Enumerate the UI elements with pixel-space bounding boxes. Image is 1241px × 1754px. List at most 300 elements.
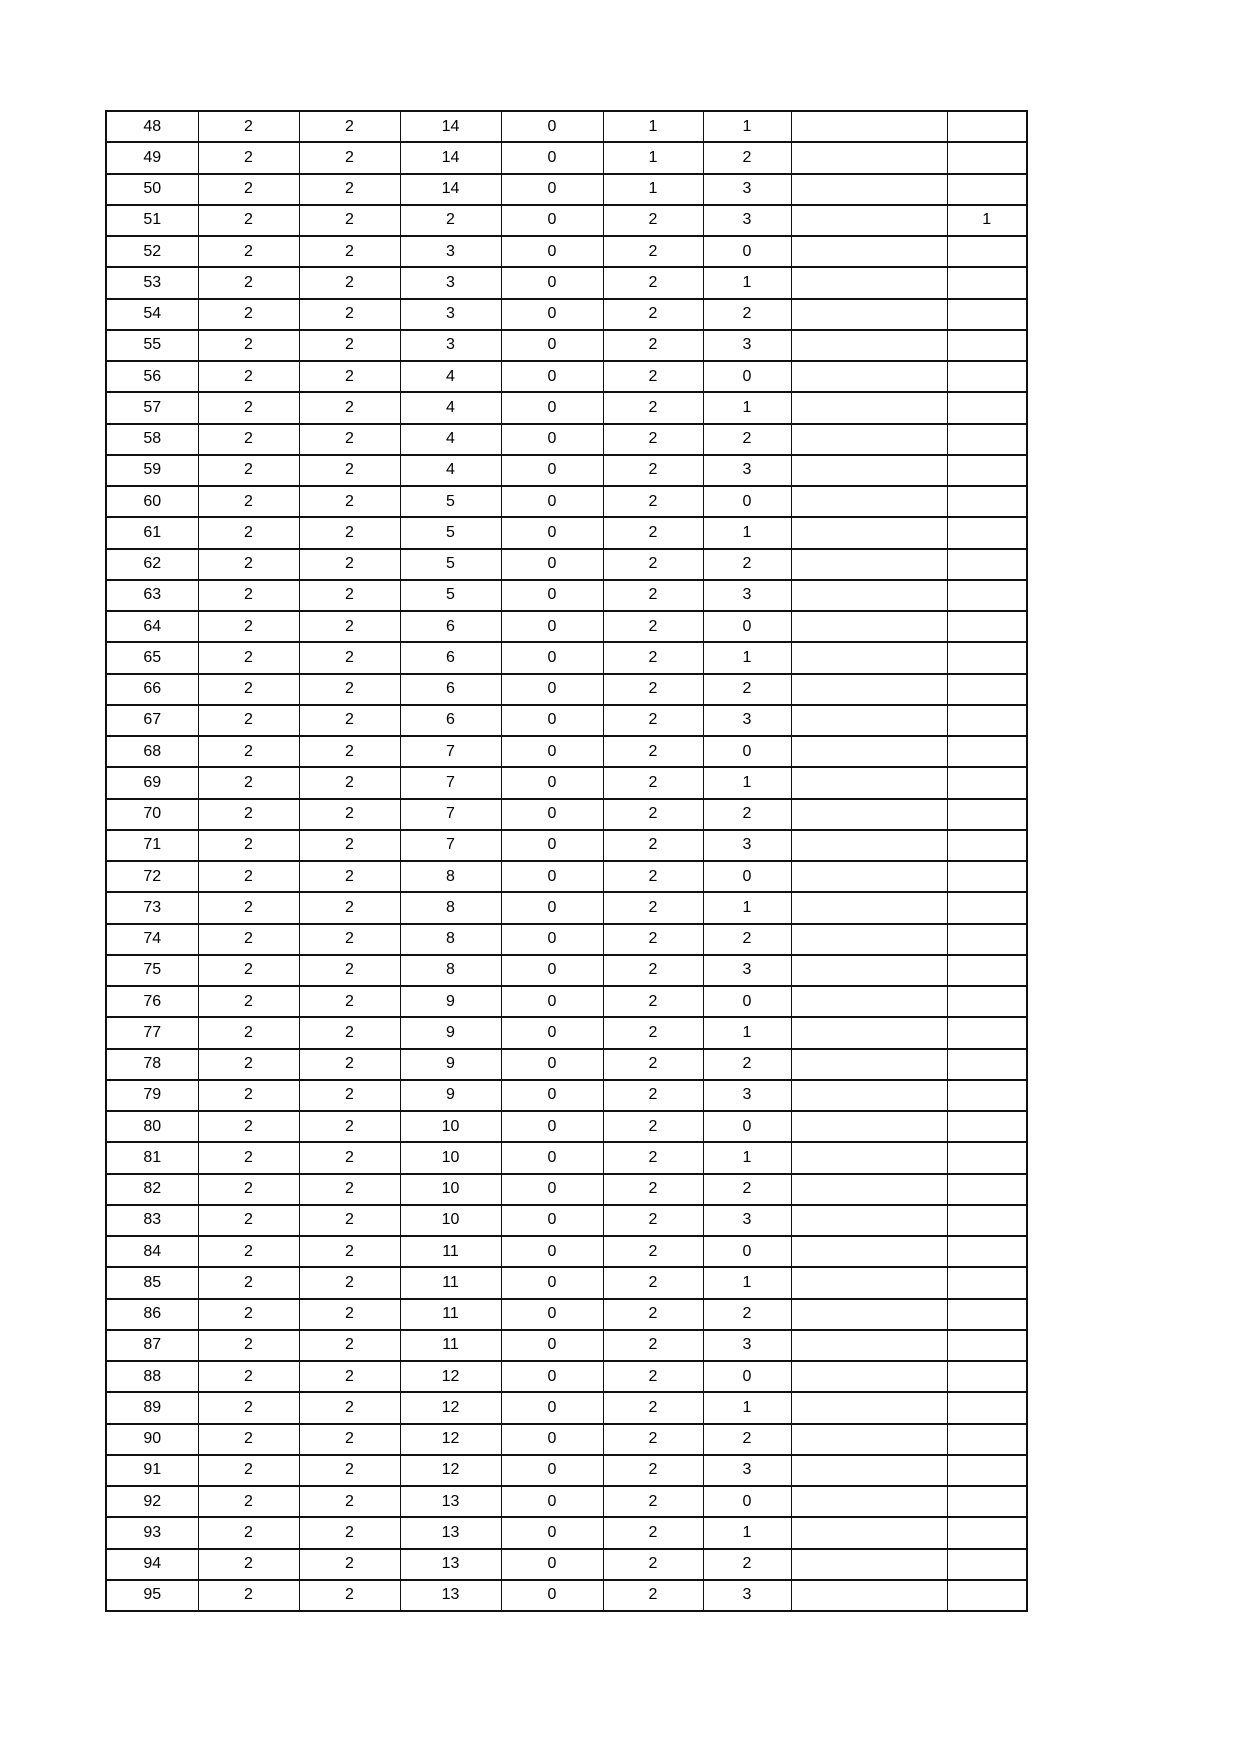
table-cell: 2	[603, 924, 703, 955]
table-cell: 95	[106, 1580, 198, 1611]
table-cell: 2	[198, 392, 299, 423]
table-row	[106, 1330, 1027, 1361]
table-cell: 2	[299, 549, 400, 580]
table-cell: 2	[198, 1236, 299, 1267]
table-cell: 1	[703, 267, 791, 298]
table-cell: 59	[106, 455, 198, 486]
table-cell: 2	[299, 1017, 400, 1048]
table-cell: 2	[299, 486, 400, 517]
table-cell: 0	[501, 986, 603, 1017]
table-cell	[791, 736, 947, 767]
table-cell: 0	[501, 611, 603, 642]
table-cell	[791, 1549, 947, 1580]
table-cell: 9	[400, 1017, 501, 1048]
table-cell: 2	[198, 1392, 299, 1423]
table-cell: 2	[603, 799, 703, 830]
table-cell: 49	[106, 142, 198, 173]
table-cell	[791, 1174, 947, 1205]
table-cell	[791, 1017, 947, 1048]
table-cell: 71	[106, 830, 198, 861]
table-row	[106, 517, 1027, 548]
table-row	[106, 1267, 1027, 1298]
table-cell: 1	[703, 111, 791, 142]
table-cell: 1	[703, 517, 791, 548]
table-cell: 0	[501, 111, 603, 142]
table-cell: 2	[198, 1142, 299, 1173]
table-row	[106, 1017, 1027, 1048]
table-cell	[947, 424, 1027, 455]
table-cell: 8	[400, 924, 501, 955]
table-row	[106, 1049, 1027, 1080]
table-cell: 77	[106, 1017, 198, 1048]
table-cell: 64	[106, 611, 198, 642]
table-cell: 2	[198, 299, 299, 330]
table-cell: 8	[400, 892, 501, 923]
table-body	[106, 111, 1027, 1611]
table-cell: 2	[299, 392, 400, 423]
table-cell: 2	[603, 580, 703, 611]
table-cell: 2	[299, 1142, 400, 1173]
table-cell: 0	[501, 674, 603, 705]
table-cell	[947, 736, 1027, 767]
table-cell: 3	[703, 830, 791, 861]
table-cell: 2	[299, 642, 400, 673]
table-cell: 2	[400, 205, 501, 236]
table-cell: 2	[603, 736, 703, 767]
table-cell	[947, 392, 1027, 423]
table-cell: 4	[400, 392, 501, 423]
table-row	[106, 1205, 1027, 1236]
data-table	[105, 110, 1028, 1612]
table-cell	[791, 1361, 947, 1392]
table-cell: 0	[501, 1424, 603, 1455]
table-cell: 4	[400, 424, 501, 455]
table-cell: 2	[198, 705, 299, 736]
table-cell: 0	[501, 642, 603, 673]
table-cell: 2	[703, 424, 791, 455]
table-cell: 2	[299, 424, 400, 455]
table-cell: 2	[603, 1017, 703, 1048]
table-row	[106, 455, 1027, 486]
table-cell: 2	[603, 1580, 703, 1611]
table-row	[106, 111, 1027, 142]
table-cell: 2	[299, 267, 400, 298]
table-cell: 0	[501, 1455, 603, 1486]
table-cell: 0	[501, 549, 603, 580]
table-cell: 0	[501, 205, 603, 236]
table-cell: 0	[501, 1392, 603, 1423]
table-cell: 1	[703, 1017, 791, 1048]
table-cell: 72	[106, 861, 198, 892]
table-row	[106, 299, 1027, 330]
table-row	[106, 1549, 1027, 1580]
table-cell: 61	[106, 517, 198, 548]
table-cell: 3	[703, 1580, 791, 1611]
table-cell	[791, 142, 947, 173]
table-cell: 91	[106, 1455, 198, 1486]
table-row	[106, 142, 1027, 173]
table-cell: 66	[106, 674, 198, 705]
table-cell: 90	[106, 1424, 198, 1455]
table-row	[106, 736, 1027, 767]
table-cell: 9	[400, 1049, 501, 1080]
table-cell: 0	[501, 236, 603, 267]
table-cell	[791, 955, 947, 986]
table-cell: 4	[400, 455, 501, 486]
table-cell: 2	[603, 1486, 703, 1517]
table-cell: 3	[400, 299, 501, 330]
table-cell: 3	[703, 1330, 791, 1361]
table-cell: 62	[106, 549, 198, 580]
table-cell: 2	[299, 1049, 400, 1080]
table-cell: 2	[299, 580, 400, 611]
table-cell: 2	[603, 1205, 703, 1236]
table-cell: 13	[400, 1517, 501, 1548]
table-cell	[791, 986, 947, 1017]
table-cell: 1	[703, 1517, 791, 1548]
table-cell: 2	[299, 1236, 400, 1267]
table-cell: 2	[603, 1517, 703, 1548]
table-cell: 0	[703, 1236, 791, 1267]
table-row	[106, 830, 1027, 861]
table-cell: 2	[299, 236, 400, 267]
table-cell: 0	[501, 486, 603, 517]
table-cell	[947, 1299, 1027, 1330]
table-cell: 11	[400, 1267, 501, 1298]
table-cell: 94	[106, 1549, 198, 1580]
table-cell: 2	[703, 1299, 791, 1330]
table-cell	[947, 455, 1027, 486]
table-cell: 2	[299, 611, 400, 642]
table-cell: 2	[299, 1205, 400, 1236]
table-cell: 2	[299, 1080, 400, 1111]
table-cell: 2	[198, 517, 299, 548]
table-cell: 84	[106, 1236, 198, 1267]
table-cell: 2	[603, 955, 703, 986]
table-cell: 9	[400, 1080, 501, 1111]
table-cell: 2	[603, 1299, 703, 1330]
table-cell: 3	[400, 267, 501, 298]
table-cell: 13	[400, 1486, 501, 1517]
table-cell	[947, 642, 1027, 673]
table-cell: 7	[400, 830, 501, 861]
table-cell	[947, 1392, 1027, 1423]
table-cell: 2	[198, 892, 299, 923]
table-cell: 2	[198, 1017, 299, 1048]
table-cell: 2	[603, 299, 703, 330]
table-cell: 0	[703, 736, 791, 767]
table-cell: 1	[603, 111, 703, 142]
table-cell	[791, 799, 947, 830]
table-cell	[947, 1142, 1027, 1173]
table-cell	[947, 611, 1027, 642]
table-cell: 2	[603, 642, 703, 673]
table-cell: 2	[198, 174, 299, 205]
table-cell: 2	[603, 1424, 703, 1455]
table-cell	[947, 330, 1027, 361]
table-cell: 2	[198, 267, 299, 298]
table-cell: 0	[501, 705, 603, 736]
table-cell: 2	[198, 1361, 299, 1392]
table-cell	[947, 1267, 1027, 1298]
table-cell	[791, 1392, 947, 1423]
table-row	[106, 1424, 1027, 1455]
table-cell	[947, 1424, 1027, 1455]
table-cell: 0	[501, 1299, 603, 1330]
table-cell: 2	[299, 799, 400, 830]
table-cell: 1	[703, 1142, 791, 1173]
table-cell: 2	[603, 1455, 703, 1486]
table-cell: 6	[400, 642, 501, 673]
table-cell: 2	[198, 767, 299, 798]
table-cell: 2	[299, 861, 400, 892]
table-cell: 7	[400, 736, 501, 767]
table-cell: 0	[501, 174, 603, 205]
table-cell: 0	[501, 1486, 603, 1517]
table-cell: 2	[299, 830, 400, 861]
table-cell: 3	[703, 580, 791, 611]
table-cell: 0	[703, 861, 791, 892]
table-row	[106, 861, 1027, 892]
table-cell	[947, 830, 1027, 861]
table-cell: 3	[703, 1205, 791, 1236]
table-row	[106, 1299, 1027, 1330]
table-cell	[947, 267, 1027, 298]
table-cell	[947, 1486, 1027, 1517]
table-cell	[791, 236, 947, 267]
table-cell: 2	[198, 986, 299, 1017]
table-cell: 92	[106, 1486, 198, 1517]
table-cell: 2	[603, 1174, 703, 1205]
table-cell: 0	[501, 799, 603, 830]
table-cell: 2	[299, 736, 400, 767]
table-cell: 2	[703, 1549, 791, 1580]
table-cell: 2	[198, 611, 299, 642]
table-cell: 2	[603, 361, 703, 392]
table-cell	[947, 517, 1027, 548]
table-cell: 2	[603, 1267, 703, 1298]
table-cell: 2	[299, 1549, 400, 1580]
table-cell: 0	[501, 1142, 603, 1173]
table-cell: 55	[106, 330, 198, 361]
table-cell: 67	[106, 705, 198, 736]
table-cell: 11	[400, 1299, 501, 1330]
table-cell	[791, 611, 947, 642]
table-cell	[947, 892, 1027, 923]
table-cell: 56	[106, 361, 198, 392]
table-cell	[947, 1205, 1027, 1236]
table-cell	[791, 767, 947, 798]
table-cell: 1	[947, 205, 1027, 236]
table-cell: 2	[299, 674, 400, 705]
table-cell	[791, 861, 947, 892]
table-cell: 5	[400, 549, 501, 580]
table-cell	[791, 580, 947, 611]
table-cell: 2	[603, 705, 703, 736]
table-cell: 2	[299, 1361, 400, 1392]
table-row	[106, 1455, 1027, 1486]
table-cell: 2	[198, 455, 299, 486]
table-cell: 2	[299, 892, 400, 923]
table-cell: 63	[106, 580, 198, 611]
table-cell: 2	[198, 830, 299, 861]
table-row	[106, 486, 1027, 517]
table-cell: 1	[603, 174, 703, 205]
table-cell: 2	[603, 455, 703, 486]
table-cell: 2	[703, 1174, 791, 1205]
table-cell: 0	[501, 330, 603, 361]
table-cell: 11	[400, 1330, 501, 1361]
table-cell	[791, 642, 947, 673]
table-cell	[791, 1111, 947, 1142]
table-cell: 0	[703, 486, 791, 517]
table-cell: 3	[703, 330, 791, 361]
table-cell: 2	[603, 861, 703, 892]
table-cell	[947, 674, 1027, 705]
table-cell	[791, 1517, 947, 1548]
table-cell: 2	[198, 142, 299, 173]
table-cell: 3	[703, 205, 791, 236]
table-cell: 2	[603, 1236, 703, 1267]
table-cell: 0	[703, 1111, 791, 1142]
table-cell: 2	[299, 1455, 400, 1486]
table-cell: 0	[501, 517, 603, 548]
table-row	[106, 1111, 1027, 1142]
table-cell: 53	[106, 267, 198, 298]
table-cell: 87	[106, 1330, 198, 1361]
table-row	[106, 767, 1027, 798]
table-cell: 0	[703, 986, 791, 1017]
table-cell: 5	[400, 486, 501, 517]
table-row	[106, 1236, 1027, 1267]
table-cell: 52	[106, 236, 198, 267]
table-cell: 1	[703, 392, 791, 423]
table-cell: 2	[198, 1486, 299, 1517]
table-cell: 2	[299, 767, 400, 798]
table-cell: 51	[106, 205, 198, 236]
table-cell	[791, 1455, 947, 1486]
table-cell: 9	[400, 986, 501, 1017]
table-cell: 54	[106, 299, 198, 330]
table-cell	[791, 424, 947, 455]
table-cell: 2	[299, 1267, 400, 1298]
table-cell: 3	[400, 236, 501, 267]
table-cell: 2	[198, 1049, 299, 1080]
table-cell	[791, 892, 947, 923]
table-cell: 0	[501, 455, 603, 486]
table-row	[106, 1486, 1027, 1517]
table-cell: 3	[703, 174, 791, 205]
table-cell	[791, 1205, 947, 1236]
table-cell	[791, 1299, 947, 1330]
table-cell: 2	[198, 1267, 299, 1298]
table-cell: 2	[198, 924, 299, 955]
table-cell: 2	[198, 1455, 299, 1486]
table-cell	[947, 924, 1027, 955]
table-cell: 65	[106, 642, 198, 673]
table-cell: 2	[198, 424, 299, 455]
table-cell: 1	[703, 892, 791, 923]
table-cell: 2	[198, 1517, 299, 1548]
table-cell: 3	[703, 955, 791, 986]
table-cell: 2	[299, 205, 400, 236]
table-cell: 7	[400, 767, 501, 798]
table-cell: 2	[198, 1330, 299, 1361]
table-cell: 2	[603, 1142, 703, 1173]
table-cell: 12	[400, 1424, 501, 1455]
table-cell: 14	[400, 142, 501, 173]
table-cell: 76	[106, 986, 198, 1017]
table-cell: 2	[603, 767, 703, 798]
table-cell: 0	[501, 955, 603, 986]
table-cell: 2	[603, 1361, 703, 1392]
table-row	[106, 674, 1027, 705]
table-cell: 2	[198, 236, 299, 267]
table-cell: 2	[603, 1330, 703, 1361]
table-row	[106, 799, 1027, 830]
table-cell	[947, 1361, 1027, 1392]
table-cell	[791, 1267, 947, 1298]
table-cell: 2	[198, 1111, 299, 1142]
table-cell: 2	[603, 1111, 703, 1142]
table-cell: 5	[400, 580, 501, 611]
table-cell: 2	[703, 674, 791, 705]
table-cell: 2	[299, 986, 400, 1017]
table-cell	[791, 517, 947, 548]
table-cell: 93	[106, 1517, 198, 1548]
table-cell: 83	[106, 1205, 198, 1236]
table-cell: 3	[703, 1455, 791, 1486]
table-row	[106, 236, 1027, 267]
table-cell: 79	[106, 1080, 198, 1111]
table-cell: 6	[400, 611, 501, 642]
table-cell: 0	[703, 236, 791, 267]
table-row	[106, 1174, 1027, 1205]
table-cell	[947, 549, 1027, 580]
table-cell: 0	[501, 1049, 603, 1080]
table-cell: 0	[501, 1267, 603, 1298]
table-row	[106, 986, 1027, 1017]
table-cell: 2	[198, 580, 299, 611]
table-cell: 2	[198, 1080, 299, 1111]
table-cell: 0	[703, 1361, 791, 1392]
table-cell: 2	[299, 1174, 400, 1205]
table-cell: 2	[198, 674, 299, 705]
table-cell: 2	[603, 1392, 703, 1423]
table-cell	[947, 1174, 1027, 1205]
table-cell	[791, 486, 947, 517]
table-cell: 2	[299, 517, 400, 548]
table-row	[106, 549, 1027, 580]
table-cell: 0	[501, 1236, 603, 1267]
table-cell	[791, 111, 947, 142]
table-cell: 2	[603, 517, 703, 548]
table-cell: 0	[703, 361, 791, 392]
table-cell	[791, 174, 947, 205]
table-cell: 0	[501, 1361, 603, 1392]
table-cell: 13	[400, 1549, 501, 1580]
table-cell: 2	[198, 642, 299, 673]
table-cell	[947, 236, 1027, 267]
table-row	[106, 205, 1027, 236]
table-row	[106, 642, 1027, 673]
table-cell	[791, 1049, 947, 1080]
table-cell: 11	[400, 1236, 501, 1267]
table-cell	[791, 1486, 947, 1517]
table-cell: 1	[703, 1267, 791, 1298]
table-cell: 5	[400, 517, 501, 548]
table-cell: 2	[299, 111, 400, 142]
